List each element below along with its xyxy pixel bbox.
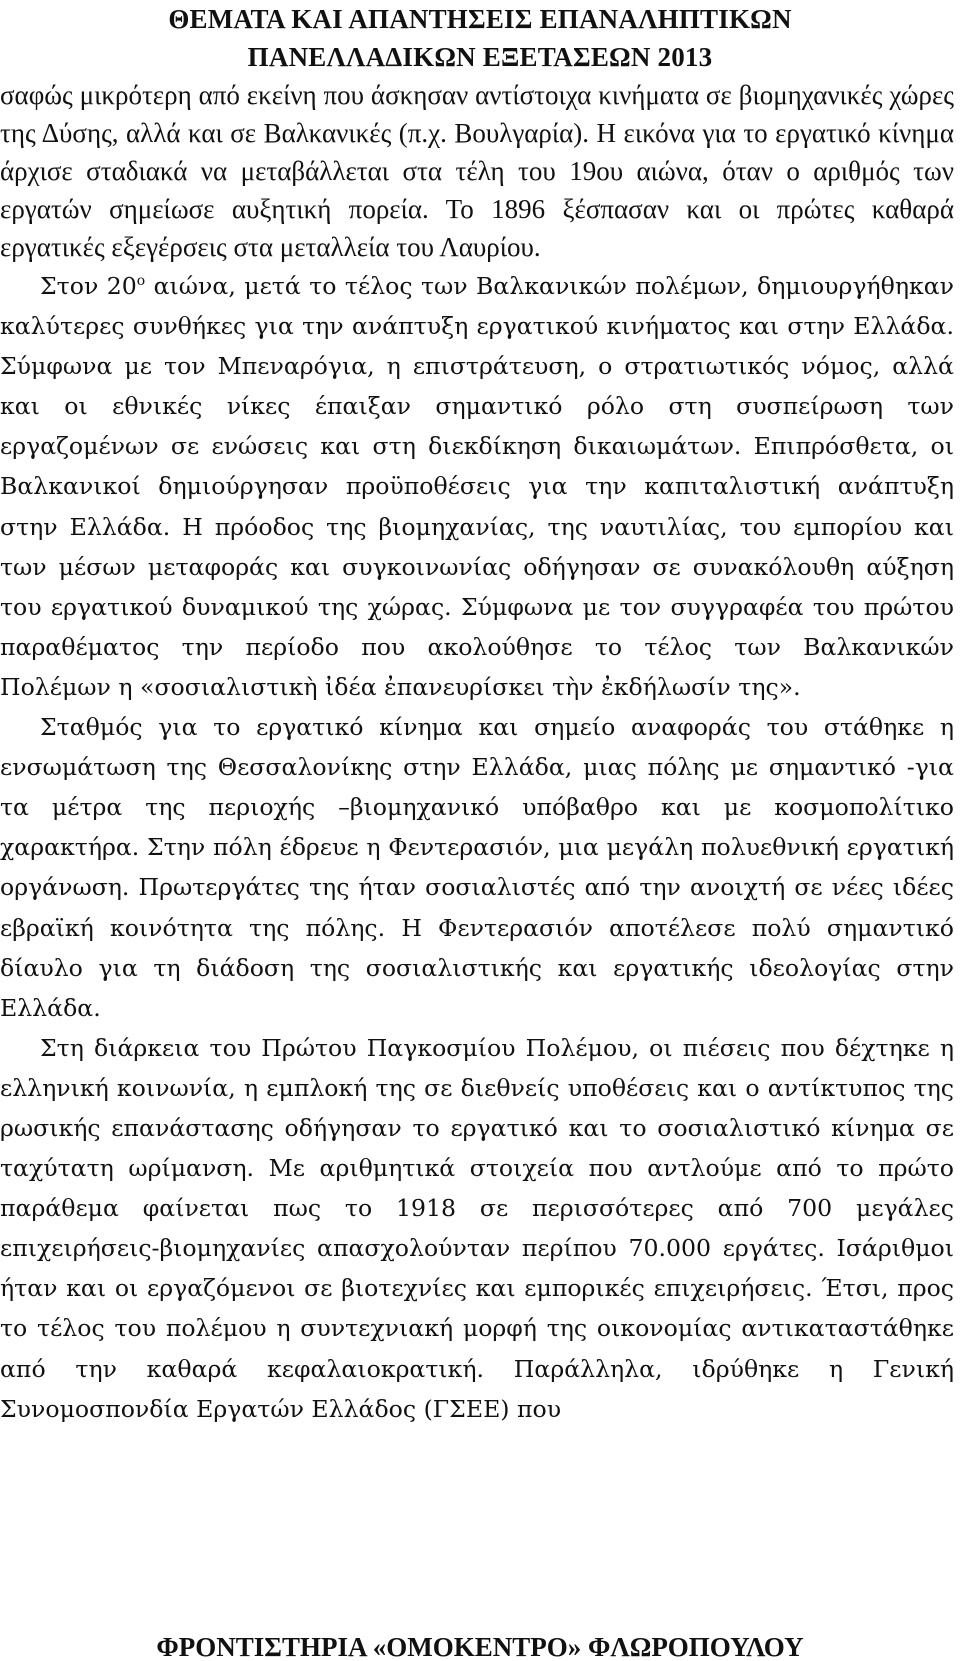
page-header [0, 0, 960, 76]
paragraph-1: σαφώς μικρότερη από εκείνη που άσκησαν αντίστοιχα κινήματα σε βιομηχανικές χώρες της Δύσης, αλλά και σε Βαλκανικές (π.χ. Βουλγαρία). Η εικόνα για το εργατικό κίνημα άρχισε σταδιακά να μεταβάλλεται στα τέλη του 19ου αιώνα, όταν ο αριθμός των εργατών σημείωσε αυξητική πορεία. Το 1896 ξέσπασαν και οι πρώτες καθαρά εργατικές εξεγέρσεις στα μεταλλεία του Λαυρίου. [0, 80, 954, 262]
paragraph-2-start: Στον 20 [40, 272, 137, 300]
paragraph-2-rest: αιώνα, μετά το τέλος των Βαλκανικών πολέμων, δημιουργήθηκαν καλύτερες συνθήκες για την ανάπτυξη εργατικού κινήματος και στην Ελλάδα. Σύμφωνα με τον Μπεναρόγια, η επιστράτευση, ο στρατιωτικός νόμος, αλλά και οι εθνικές νίκες έπαιξαν σημαντικό ρόλο στη συσπείρωση των εργαζομένων σε ενώσεις και στη διεκδίκηση δικαιωμάτων. Επιπρόσθετα, οι Βαλκανικοί δημιούργησαν προϋποθέσεις για την καπιταλιστική ανάπτυξη στην Ελλάδα. Η πρόοδος της βιομηχανίας, της ναυτιλίας, του εμπορίου και των μέσων μεταφοράς και συγκοινωνίας οδήγησαν σε συνακόλουθη αύξηση του εργατικού δυναμικού της χώρας. Σύμφωνα με τον συγγραφέα του πρώτου παραθέματος την περίοδο που ακολούθησε το τέλος των Βαλκανικών Πολέμων η «σοσιαλιστικὴ ἰδέα ἐπανευρίσκει τὴν ἐκδήλωσίν της». [0, 272, 954, 701]
paragraph-2 [0, 266, 954, 707]
header-title-line-2: ΠΑΝΕΛΛΑΔΙΚΩΝ ΕΞΕΤΑΣΕΩΝ 2013 [247, 42, 713, 72]
paragraph-4: Στη διάρκεια του Πρώτου Παγκοσμίου Πολέμου, οι πιέσεις που δέχτηκε η ελληνική κοινωνία, η εμπλοκή της σε διεθνείς υποθέσεις και ο αντίκτυπος της ρωσικής επανάστασης οδήγησαν το εργατικό και το σοσιαλιστικό κίνημα σε ταχύτατη ωρίμανση. Με αριθμητικά στοιχεία που αντλούμε από το πρώτο παράθεμα φαίνεται πως το 1918 σε περισσότερες από 700 μεγάλες επιχειρήσεις-βιομηχανίες απασχολούνταν περίπου 70.000 εργάτες. Ισάριθμοι ήταν και οι εργαζόμενοι σε βιοτεχνίες και εμπορικές επιχειρήσεις. Έτσι, προς το τέλος του πολέμου η συντεχνιακή μορφή της οικονομίας αντικαταστάθηκε από την καθαρά κεφαλαιοκρατική. Παράλληλα, ιδρύθηκε η Γενική Συνομοσπονδία Εργατών Ελλάδος (ΓΣΕΕ) που [0, 1033, 954, 1423]
ordinal-superscript: ο [136, 273, 146, 290]
paragraph-3: Σταθμός για το εργατικό κίνημα και σημείο αναφοράς του στάθηκε η ενσωμάτωση της Θεσσαλονίκης στην Ελλάδα, μιας πόλης με σημαντικό -για τα μέτρα της περιοχής –βιομηχανικό υπόβαθρο και με κοσμοπολίτικο χαρακτήρα. Στην πόλη έδρευε η Φεντερασιόν, μια μεγάλη πολυεθνική εργατική οργάνωση. Πρωτεργάτες της ήταν σοσιαλιστές από την ανοιχτή σε νέες ιδέες εβραϊκή κοινότητα της πόλης. Η Φεντερασιόν αποτέλεσε πολύ σημαντικό δίαυλο για τη διάδοση της σοσιαλιστικής και εργατικής ιδεολογίας στην Ελλάδα. [0, 713, 954, 1022]
document-body [0, 76, 954, 1429]
page-footer: ΦΡΟΝΤΙΣΤΗΡΙΑ «ΟΜΟΚΕΝΤΡΟ» ΦΛΩΡΟΠΟΥΛΟΥ [156, 1632, 804, 1661]
header-title-line-1: ΘΕΜΑΤΑ ΚΑΙ ΑΠΑΝΤΗΣΕΙΣ ΕΠΑΝΑΛΗΠΤΙΚΩΝ [168, 4, 792, 34]
